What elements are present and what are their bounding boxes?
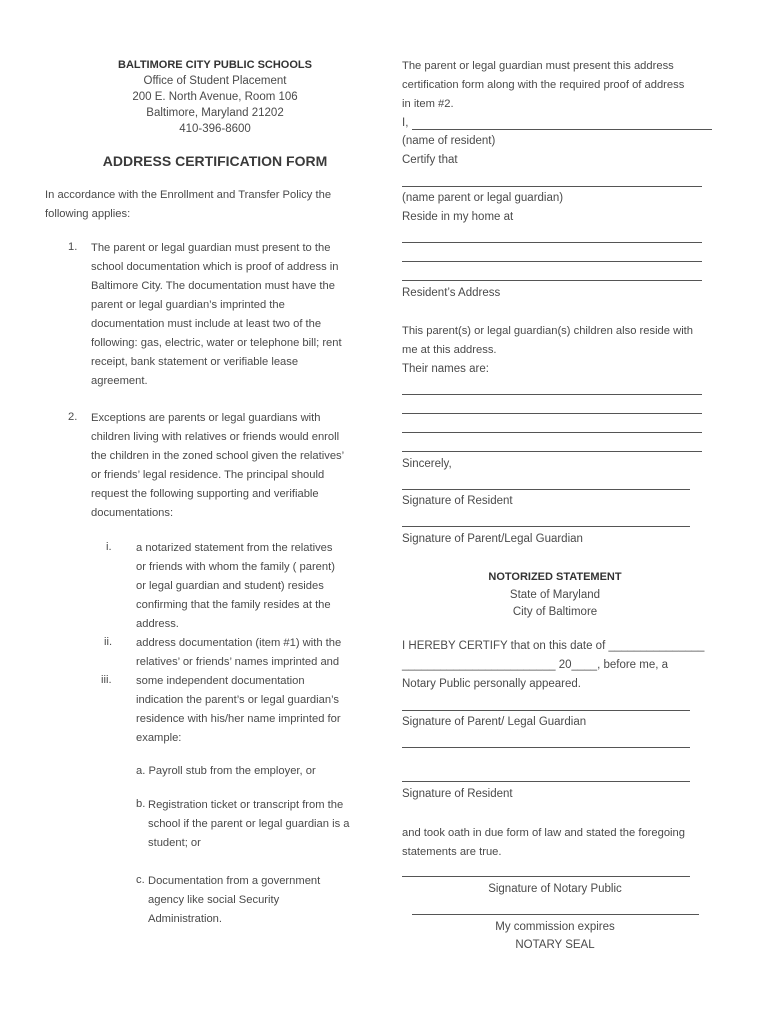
item1-line: following: gas, electric, water or telephone bill; rent <box>91 337 342 349</box>
resident-name-field[interactable] <box>412 129 712 130</box>
item1-line: The parent or legal guardian must present to the <box>91 242 331 254</box>
roman-i-text <box>136 539 376 634</box>
signature-of-parent-caption: Signature of Parent/Legal Guardian <box>402 533 583 545</box>
item2-number: 2. <box>68 411 78 423</box>
their-names-label: Their names are: <box>402 363 489 375</box>
children-paragraph <box>402 322 742 360</box>
item2-text <box>91 409 371 523</box>
notary-state: State of Maryland <box>509 589 601 601</box>
roman-i-line: a notarized statement from the relatives <box>136 542 333 554</box>
intro-line: In accordance with the Enrollment and Transfer Policy the <box>45 189 332 201</box>
present-line: The parent or legal guardian must present this address <box>402 60 674 72</box>
children-names-field-4[interactable] <box>402 451 702 452</box>
header-org: BALTIMORE CITY PUBLIC SCHOOLS <box>118 59 312 71</box>
roman-ii-number: ii. <box>104 636 113 648</box>
children-line: me at this address. <box>402 344 497 356</box>
present-line: certification form along with the required proof of address <box>402 79 685 91</box>
item1-line: school documentation which is proof of address in <box>91 261 339 273</box>
address-field-line-3[interactable] <box>402 280 702 281</box>
roman-ii-text <box>136 634 376 672</box>
example-c-line: Administration. <box>148 913 222 925</box>
example-b-line: student; or <box>148 837 201 849</box>
roman-i-line: or friends with whom the family ( parent) <box>136 561 335 573</box>
address-field-line-2[interactable] <box>402 261 702 262</box>
item1-line: Baltimore City. The documentation must have the <box>91 280 335 292</box>
notary-city: City of Baltimore <box>512 606 598 618</box>
example-c-prefix: c. <box>136 874 145 886</box>
item2-line: or friends’ legal residence. The principal should <box>91 469 325 481</box>
item2-line: documentations: <box>91 507 174 519</box>
children-names-field-2[interactable] <box>402 413 702 414</box>
example-b-text <box>148 796 378 853</box>
notary-signature-field[interactable] <box>402 876 690 877</box>
roman-iii-line: example: <box>136 732 182 744</box>
certify-line-1: I HEREBY CERTIFY that on this date of _______________ <box>402 640 705 652</box>
roman-iii-line: residence with his/her name imprinted for <box>136 713 341 725</box>
roman-iii-text <box>136 672 376 748</box>
roman-ii-line: address documentation (item #1) with the <box>136 637 342 649</box>
certify-line-3: Notary Public personally appeared. <box>402 678 581 690</box>
example-b-line: Registration ticket or transcript from the <box>148 799 344 811</box>
header-office: Office of Student Placement <box>143 75 287 87</box>
notorized-statement-title: NOTORIZED STATEMENT <box>488 571 622 583</box>
certify-that-label: Certify that <box>402 154 458 166</box>
roman-iii-number: iii. <box>101 674 112 686</box>
example-a: a. Payroll stub from the employer, or <box>136 765 316 777</box>
oath-line: and took oath in due form of law and stated the foregoing <box>402 827 685 839</box>
example-c-line: agency like social Security <box>148 894 280 906</box>
item1-line: receipt, bank statement or verifiable lease <box>91 356 299 368</box>
notary-extra-signature-field[interactable] <box>402 747 690 748</box>
roman-iii-line: indication the parent’s or legal guardian’s <box>136 694 339 706</box>
roman-iii-line: some independent documentation <box>136 675 305 687</box>
item2-line: the children in the zoned school given the relatives’ <box>91 450 345 462</box>
roman-ii-line: relatives’ or friends’ names imprinted and <box>136 656 340 668</box>
i-label: I, <box>402 117 409 129</box>
signature-of-resident-caption-2: Signature of Resident <box>402 788 513 800</box>
example-b-prefix: b. <box>136 798 146 810</box>
notary-seal-label: NOTARY SEAL <box>515 939 595 951</box>
signature-of-resident-caption: Signature of Resident <box>402 495 513 507</box>
item2-line: Exceptions are parents or legal guardians with <box>91 412 321 424</box>
item2-line: request the following supporting and verifiable <box>91 488 319 500</box>
resident-signature-field[interactable] <box>402 489 690 490</box>
header-street: 200 E. North Avenue, Room 106 <box>132 91 298 103</box>
oath-paragraph <box>402 824 742 862</box>
item1-text <box>91 239 371 391</box>
children-line: This parent(s) or legal guardian(s) children also reside with <box>402 325 694 337</box>
address-field-line-1[interactable] <box>402 242 702 243</box>
commission-expires-caption: My commission expires <box>495 921 615 933</box>
commission-expiry-field[interactable] <box>412 914 699 915</box>
children-names-field-3[interactable] <box>402 432 702 433</box>
item1-number: 1. <box>68 241 78 253</box>
children-names-field-1[interactable] <box>402 394 702 395</box>
name-of-resident-caption: (name of resident) <box>402 135 496 147</box>
parent-name-field[interactable] <box>402 186 702 187</box>
form-title: ADDRESS CERTIFICATION FORM <box>102 153 328 169</box>
roman-i-number: i. <box>106 541 112 553</box>
item2-line: children living with relatives or friends would enroll <box>91 431 340 443</box>
oath-line: statements are true. <box>402 846 502 858</box>
notary-parent-signature-field[interactable] <box>402 710 690 711</box>
reside-label: Reside in my home at <box>402 211 514 223</box>
parent-signature-field[interactable] <box>402 526 690 527</box>
present-line: in item #2. <box>402 98 454 110</box>
item1-line: agreement. <box>91 375 148 387</box>
example-c-line: Documentation from a government <box>148 875 321 887</box>
example-c-text <box>148 872 378 929</box>
roman-i-line: or legal guardian and student) resides <box>136 580 324 592</box>
header-phone: 410-396-8600 <box>179 123 251 135</box>
intro-paragraph <box>45 186 375 224</box>
example-b-line: school if the parent or legal guardian is a <box>148 818 350 830</box>
name-parent-caption: (name parent or legal guardian) <box>402 192 564 204</box>
signature-of-notary-caption: Signature of Notary Public <box>488 883 622 895</box>
certify-line-2: ________________________ 20____, before me, a <box>402 659 669 671</box>
item1-line: parent or legal guardian’s imprinted the <box>91 299 285 311</box>
sincerely-label: Sincerely, <box>402 458 452 470</box>
notary-resident-signature-field[interactable] <box>402 781 690 782</box>
intro-line: following applies: <box>45 208 131 220</box>
signature-of-parent-caption-2: Signature of Parent/ Legal Guardian <box>402 716 587 728</box>
present-paragraph <box>402 57 732 114</box>
header-city: Baltimore, Maryland 21202 <box>146 107 284 119</box>
item1-line: documentation must include at least two of the <box>91 318 322 330</box>
roman-i-line: address. <box>136 618 179 630</box>
roman-i-line: confirming that the family resides at the <box>136 599 331 611</box>
residents-address-caption: Resident’s Address <box>402 287 501 299</box>
